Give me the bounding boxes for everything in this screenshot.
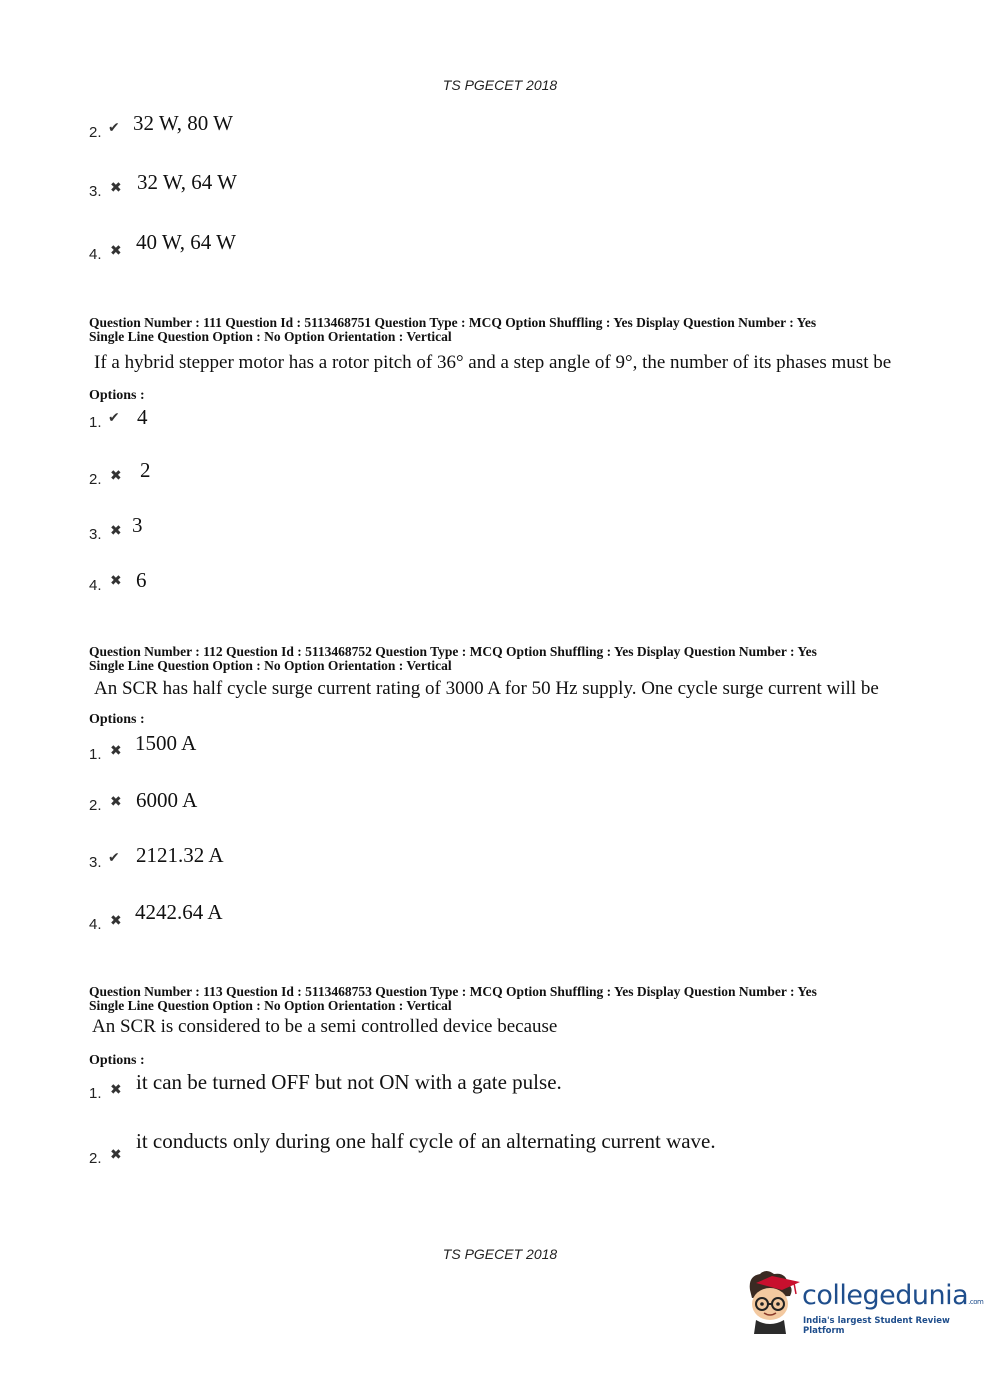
option-text: 6000 A [136, 788, 198, 812]
option-text: 1500 A [135, 731, 197, 755]
option-text: 2 [140, 458, 151, 482]
question-meta-line1: Question Number : 111 Question Id : 5113468751 Question Type : MCQ Option Shuffling : Yes Display Question Number : Yes [89, 315, 817, 330]
logo-wordmark [802, 1280, 983, 1311]
option-number: 4. [89, 916, 102, 933]
option-number: 3. [89, 526, 102, 543]
option-text: 4242.64 A [135, 900, 223, 924]
option-number: 4. [89, 246, 102, 263]
option-number: 1. [89, 1085, 102, 1102]
option-text: it can be turned OFF but not ON with a gate pulse. [136, 1070, 562, 1094]
option-text: 32 W, 64 W [137, 170, 237, 194]
incorrect-cross-icon: ✖ [110, 243, 122, 259]
option-number: 2. [89, 124, 102, 141]
question-meta-line2: Single Line Question Option : No Option Orientation : Vertical [89, 329, 452, 344]
incorrect-cross-icon: ✖ [110, 180, 122, 196]
option-text: 3 [132, 513, 143, 537]
option-number: 3. [89, 854, 102, 871]
question-meta-line1: Question Number : 112 Question Id : 5113468752 Question Type : MCQ Option Shuffling : Yes Display Question Number : Yes [89, 644, 817, 659]
page-header: TS PGECET 2018 [442, 77, 558, 93]
options-label: Options : [89, 712, 145, 727]
option-text: 40 W, 64 W [136, 230, 236, 254]
incorrect-cross-icon: ✖ [110, 794, 122, 810]
incorrect-cross-icon: ✖ [110, 1147, 122, 1163]
correct-check-icon: ✔ [108, 120, 120, 136]
question-meta-line1: Question Number : 113 Question Id : 5113468753 Question Type : MCQ Option Shuffling : Yes Display Question Number : Yes [89, 984, 817, 999]
question-text: If a hybrid stepper motor has a rotor pitch of 36° and a step angle of 9°, the number of its phases must be [94, 352, 892, 373]
question-text: An SCR has half cycle surge current rating of 3000 A for 50 Hz supply. One cycle surge current will be [94, 678, 879, 699]
logo-name: collegedunia [802, 1280, 969, 1311]
option-number: 1. [89, 414, 102, 431]
question-text: An SCR is considered to be a semi controlled device because [92, 1016, 558, 1037]
correct-check-icon: ✔ [108, 410, 120, 426]
incorrect-cross-icon: ✖ [110, 1082, 122, 1098]
options-label: Options : [89, 1053, 145, 1068]
question-meta-line2: Single Line Question Option : No Option Orientation : Vertical [89, 998, 452, 1013]
option-text: it conducts only during one half cycle of an alternating current wave. [136, 1129, 716, 1153]
logo-suffix: .com [968, 1298, 984, 1306]
logo-tagline: India's largest Student Review Platform [803, 1316, 950, 1336]
option-text: 32 W, 80 W [133, 111, 233, 135]
option-number: 2. [89, 797, 102, 814]
mascot-icon [742, 1268, 802, 1336]
option-number: 4. [89, 577, 102, 594]
option-number: 2. [89, 471, 102, 488]
incorrect-cross-icon: ✖ [110, 913, 122, 929]
option-number: 1. [89, 746, 102, 763]
option-text: 6 [136, 568, 147, 592]
options-label: Options : [89, 388, 145, 403]
option-text: 4 [137, 405, 148, 429]
incorrect-cross-icon: ✖ [110, 523, 122, 539]
correct-check-icon: ✔ [108, 850, 120, 866]
incorrect-cross-icon: ✖ [110, 743, 122, 759]
option-number: 3. [89, 183, 102, 200]
option-text: 2121.32 A [136, 843, 224, 867]
collegedunia-logo [742, 1268, 984, 1338]
option-number: 2. [89, 1150, 102, 1167]
incorrect-cross-icon: ✖ [110, 468, 122, 484]
incorrect-cross-icon: ✖ [110, 573, 122, 589]
page-footer: TS PGECET 2018 [442, 1246, 558, 1262]
question-meta-line2: Single Line Question Option : No Option Orientation : Vertical [89, 658, 452, 673]
